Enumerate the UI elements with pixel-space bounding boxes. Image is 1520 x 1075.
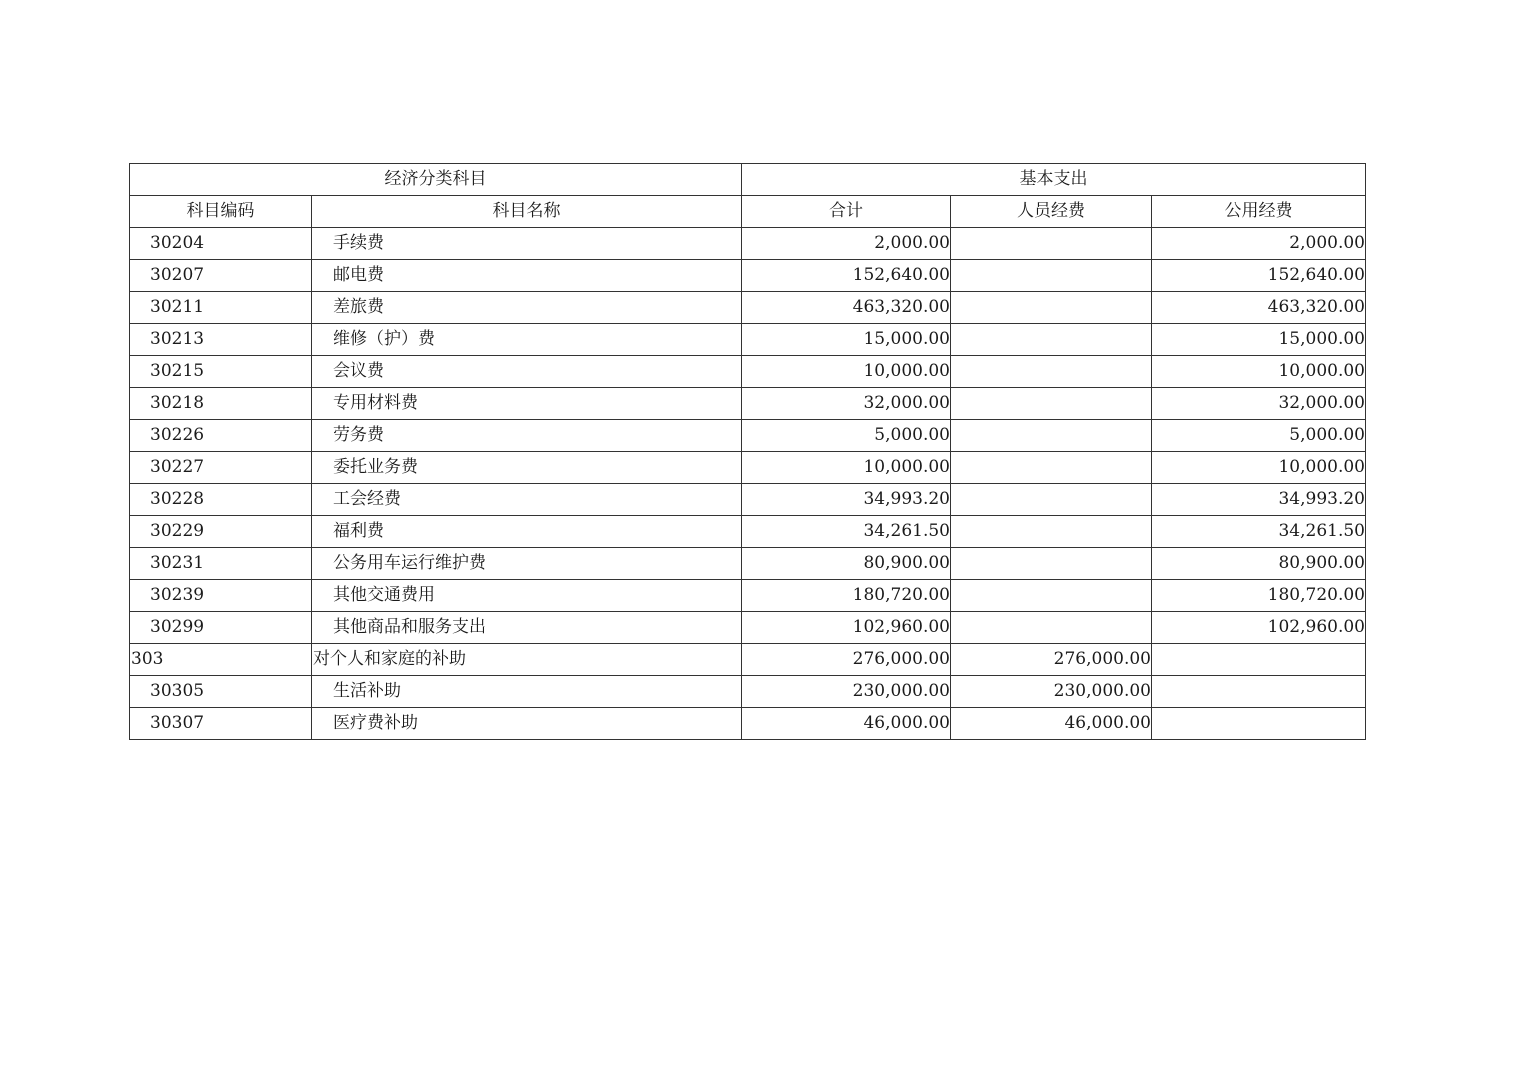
personnel-cell — [951, 324, 1152, 356]
total-cell: 463,320.00 — [742, 292, 951, 324]
total-cell: 32,000.00 — [742, 388, 951, 420]
personnel-column-header: 人员经费 — [951, 196, 1152, 228]
subject-code-cell: 30229 — [130, 516, 312, 548]
subject-name-cell: 其他商品和服务支出 — [312, 612, 742, 644]
public-cell: 2,000.00 — [1152, 228, 1366, 260]
table-row — [130, 580, 1366, 612]
economic-class-header: 经济分类科目 — [130, 164, 742, 196]
personnel-cell — [951, 516, 1152, 548]
public-cell — [1152, 708, 1366, 740]
subject-code-cell: 30215 — [130, 356, 312, 388]
subject-code-cell: 30228 — [130, 484, 312, 516]
subject-name-cell: 生活补助 — [312, 676, 742, 708]
table-row — [130, 260, 1366, 292]
total-cell: 276,000.00 — [742, 644, 951, 676]
subject-code-cell: 30211 — [130, 292, 312, 324]
subject-code-cell: 30226 — [130, 420, 312, 452]
public-cell: 10,000.00 — [1152, 452, 1366, 484]
total-cell: 10,000.00 — [742, 452, 951, 484]
personnel-cell — [951, 356, 1152, 388]
total-column-header: 合计 — [742, 196, 951, 228]
subject-code-cell: 30227 — [130, 452, 312, 484]
total-cell: 80,900.00 — [742, 548, 951, 580]
personnel-cell — [951, 612, 1152, 644]
subject-code-cell: 30231 — [130, 548, 312, 580]
subject-name-cell: 专用材料费 — [312, 388, 742, 420]
personnel-cell — [951, 452, 1152, 484]
table-row — [130, 548, 1366, 580]
total-cell: 230,000.00 — [742, 676, 951, 708]
subject-name-cell: 其他交通费用 — [312, 580, 742, 612]
table-body — [130, 228, 1366, 740]
table-row — [130, 676, 1366, 708]
subject-code-cell: 30213 — [130, 324, 312, 356]
subject-name-cell: 手续费 — [312, 228, 742, 260]
subject-name-cell: 福利费 — [312, 516, 742, 548]
subject-code-cell: 30207 — [130, 260, 312, 292]
personnel-cell — [951, 548, 1152, 580]
public-cell: 463,320.00 — [1152, 292, 1366, 324]
total-cell: 102,960.00 — [742, 612, 951, 644]
total-cell: 180,720.00 — [742, 580, 951, 612]
total-cell: 34,261.50 — [742, 516, 951, 548]
public-cell — [1152, 644, 1366, 676]
basic-expenditure-header: 基本支出 — [742, 164, 1366, 196]
personnel-cell: 46,000.00 — [951, 708, 1152, 740]
personnel-cell — [951, 292, 1152, 324]
total-cell: 46,000.00 — [742, 708, 951, 740]
personnel-cell — [951, 484, 1152, 516]
public-cell: 32,000.00 — [1152, 388, 1366, 420]
total-cell: 2,000.00 — [742, 228, 951, 260]
personnel-cell: 230,000.00 — [951, 676, 1152, 708]
public-cell: 102,960.00 — [1152, 612, 1366, 644]
table-row — [130, 356, 1366, 388]
personnel-cell — [951, 228, 1152, 260]
table-row — [130, 292, 1366, 324]
subject-name-cell: 劳务费 — [312, 420, 742, 452]
table-row — [130, 516, 1366, 548]
subject-code-cell: 30239 — [130, 580, 312, 612]
public-column-header: 公用经费 — [1152, 196, 1366, 228]
group-header-row — [130, 164, 1366, 196]
subject-name-cell: 委托业务费 — [312, 452, 742, 484]
subject-name-cell: 会议费 — [312, 356, 742, 388]
total-cell: 152,640.00 — [742, 260, 951, 292]
public-cell: 10,000.00 — [1152, 356, 1366, 388]
table-row — [130, 612, 1366, 644]
subject-code-cell: 30218 — [130, 388, 312, 420]
subject-code-cell: 30204 — [130, 228, 312, 260]
public-cell: 5,000.00 — [1152, 420, 1366, 452]
subject-code-cell: 30305 — [130, 676, 312, 708]
table-row — [130, 452, 1366, 484]
table-row — [130, 484, 1366, 516]
subject-name-cell: 对个人和家庭的补助 — [312, 644, 742, 676]
public-cell: 34,261.50 — [1152, 516, 1366, 548]
subject-code-cell: 30299 — [130, 612, 312, 644]
public-cell: 80,900.00 — [1152, 548, 1366, 580]
total-cell: 5,000.00 — [742, 420, 951, 452]
column-header-row — [130, 196, 1366, 228]
personnel-cell — [951, 260, 1152, 292]
total-cell: 34,993.20 — [742, 484, 951, 516]
total-cell: 10,000.00 — [742, 356, 951, 388]
subject-name-cell: 差旅费 — [312, 292, 742, 324]
personnel-cell: 276,000.00 — [951, 644, 1152, 676]
table-row — [130, 644, 1366, 676]
subject-code-cell: 30307 — [130, 708, 312, 740]
table-row — [130, 420, 1366, 452]
table-row — [130, 324, 1366, 356]
public-cell: 152,640.00 — [1152, 260, 1366, 292]
total-cell: 15,000.00 — [742, 324, 951, 356]
table-row — [130, 228, 1366, 260]
public-cell: 180,720.00 — [1152, 580, 1366, 612]
budget-table — [129, 163, 1366, 740]
personnel-cell — [951, 388, 1152, 420]
subject-name-cell: 工会经费 — [312, 484, 742, 516]
subject-name-cell: 邮电费 — [312, 260, 742, 292]
public-cell: 15,000.00 — [1152, 324, 1366, 356]
subject-name-cell: 维修（护）费 — [312, 324, 742, 356]
subject-name-cell: 公务用车运行维护费 — [312, 548, 742, 580]
personnel-cell — [951, 420, 1152, 452]
name-column-header: 科目名称 — [312, 196, 742, 228]
subject-code-cell: 303 — [130, 644, 312, 676]
table-row — [130, 388, 1366, 420]
public-cell — [1152, 676, 1366, 708]
code-column-header: 科目编码 — [130, 196, 312, 228]
table-row — [130, 708, 1366, 740]
personnel-cell — [951, 580, 1152, 612]
public-cell: 34,993.20 — [1152, 484, 1366, 516]
subject-name-cell: 医疗费补助 — [312, 708, 742, 740]
